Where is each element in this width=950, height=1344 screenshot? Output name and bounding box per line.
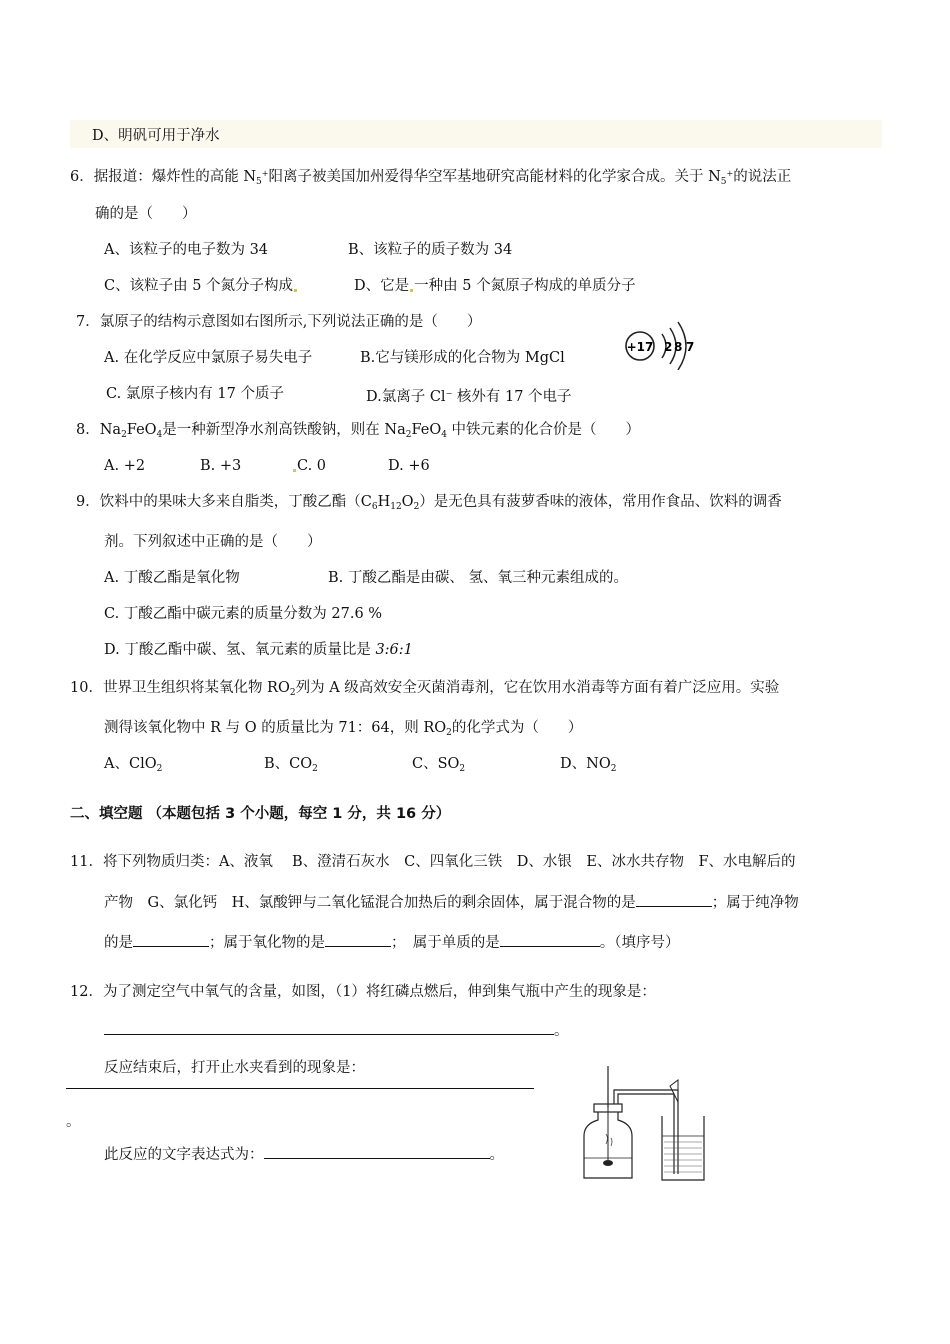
q9-option-c: C. 丁酸乙酯中碳元素的质量分数为 27.6 % xyxy=(104,606,383,622)
q10-option-d: D、$NO_2$ xyxy=(560,756,617,774)
q12-line3: 此反应的文字表达式为： 。 xyxy=(104,1144,504,1165)
connecting-tube-inner xyxy=(618,1094,674,1174)
shell-3-electrons: 7 xyxy=(686,340,695,354)
nucleus-charge: +17 xyxy=(626,340,654,354)
q9-option-b: B. 丁酸乙酯是由碳、 氢、氧三种元素组成的。 xyxy=(328,570,628,586)
q11-line1: 11．将下列物质归类：A、液氧 B、澄清石灰水 C、四氧化三铁 D、水银 E、冰水共存物 F、水电解后的 xyxy=(70,854,796,870)
section-2-heading: 二、填空题 （本题包括 3 个小题，每空 1 分，共 16 分） xyxy=(70,806,451,822)
q12-equation-blank[interactable] xyxy=(264,1144,490,1159)
q9-stem-line2: 剂。下列叙述中正确的是（ ） xyxy=(104,534,322,550)
q10-option-a: A、ClO$_2$ xyxy=(104,756,163,774)
q6-option-b: B、该粒子的质子数为 34 xyxy=(348,242,513,258)
q7-option-a: A. 在化学反应中氯原子易失电子 xyxy=(104,350,313,366)
q11-line3: 的是 ；属于氧化物的是 ； 属于单质的是 。（填序号） xyxy=(104,932,680,953)
q10-stem-line1: 10．世界卫生组织将某氧化物 $RO_2$列为 A 级高效安全灭菌消毒剂，它在饮用水消毒等方面有着广泛应用。实验 xyxy=(70,680,780,698)
q7-option-c: C. 氯原子核内有 17 个质子 xyxy=(106,386,284,402)
q6-stem-line1: 6．据报道：爆炸性的高能 $N_5^+$阳离子被美国加州爱得华空军基地研究高能材料的化学家合成。关于 $N_5^+$的说法正 xyxy=(70,169,792,187)
q6-stem-line2: 确的是（ ） xyxy=(95,206,197,222)
q7-stem: 7．氯原子的结构示意图如右图所示,下列说法正确的是（ ） xyxy=(76,314,482,330)
oxygen-measurement-apparatus xyxy=(580,1066,710,1184)
q5-option-d: D、明矾可用于净水 xyxy=(92,128,220,144)
q12-water-blank[interactable] xyxy=(66,1088,534,1089)
q8-stem: 8．$Na_2FeO_4$是一种新型净水剂高铁酸钠，则在 $Na_2FeO_4$ 中铁元素的化合价是（ ） xyxy=(76,422,641,440)
q11-line2: 产物 G、氯化钙 H、氯酸钾与二氧化锰混合加热后的剩余固体，属于混合物的是 ；属于纯净物 xyxy=(104,892,799,913)
q11-pure-blank[interactable] xyxy=(133,932,209,947)
q7-option-d: D.氯离子 Cl− 核外有 17 个电子 xyxy=(366,389,572,405)
q12-end2: 。 xyxy=(66,1114,81,1130)
chlorine-atom-structure-diagram xyxy=(618,318,704,370)
connecting-tube xyxy=(614,1090,678,1174)
q12-phenomenon-blank[interactable] xyxy=(104,1020,554,1035)
q10-option-c: C、$SO_2$ xyxy=(412,756,466,774)
q9-stem-line1: 9．饮料中的果味大多来自脂类，丁酸乙酯$(C_6H_{12}O_2)$是无色具有菠萝香味的液体，常用作食品、饮料的调香 xyxy=(76,494,782,512)
q9-option-a: A. 丁酸乙酯是氧化物 xyxy=(104,570,240,586)
shell-1-electrons: 2 xyxy=(664,340,673,354)
q10-option-b: B、$CO_2$ xyxy=(264,756,318,774)
q8-option-b: B. +3 xyxy=(200,458,242,474)
q8-option-c: C. 0 xyxy=(292,456,326,476)
q8-option-a: A. +2 xyxy=(104,458,146,474)
q6-option-a: A、该粒子的电子数为 34 xyxy=(104,242,269,258)
q7-option-b: B.它与镁形成的化合物为 MgCl xyxy=(360,350,565,366)
red-phosphorus xyxy=(603,1160,613,1166)
q10-stem-line2: 测得该氧化物中 R 与 O 的质量比为 71：64，则 $RO_2$的化学式为（ ） xyxy=(104,720,583,738)
q11-mixture-blank[interactable] xyxy=(636,892,712,907)
q12-answer1: 。 xyxy=(104,1020,569,1041)
q11-oxide-blank[interactable] xyxy=(325,932,391,947)
q9-option-d: D. 丁酸乙酯中碳、氢、氧元素的质量比是 3:6:1 xyxy=(104,642,413,658)
flame-icon xyxy=(606,1134,612,1146)
q11-element-blank[interactable] xyxy=(500,932,600,947)
q12-line2: 反应结束后，打开止水夹看到的现象是： xyxy=(104,1060,365,1076)
q12-line1: 12．为了测定空气中氧气的含量，如图，（1）将红磷点燃后，伸到集气瓶中产生的现象是： xyxy=(70,984,656,1000)
shell-2-electrons: 8 xyxy=(674,340,683,354)
q6-option-d: D、它是 一种由 5 个氮原子构成的单质分子 xyxy=(354,278,636,294)
q6-option-c: C、该粒子由 5 个氮分子构成 xyxy=(104,276,298,296)
q8-option-d: D. +6 xyxy=(388,458,430,474)
